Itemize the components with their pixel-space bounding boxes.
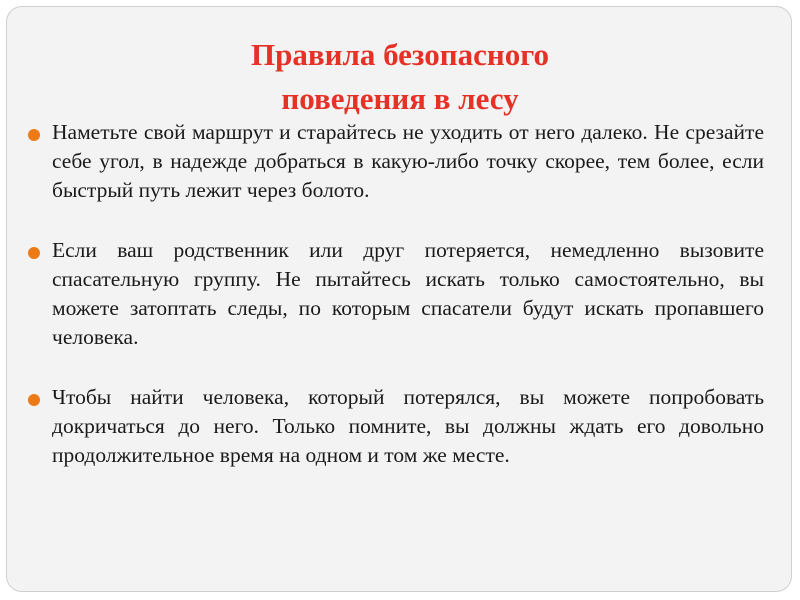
rule-item	[24, 383, 764, 470]
rule-text: Чтобы найти человека, который потерялся, вы можете попробовать докричаться до него. Только помните, вы должны ждать его довольно продолжительное время на одном и том же месте.	[52, 385, 764, 467]
rule-item	[24, 118, 764, 205]
slide-title-line-2: поведения в лесу	[281, 80, 519, 116]
rule-text: Наметьте свой маршрут и старайтесь не уходить от него далеко. Не срезайте себе угол, в надежде добраться в какую-либо точку скорее, тем более, если быстрый путь лежит через болото.	[52, 120, 764, 202]
rule-text: Если ваш родственник или друг потеряется, немедленно вызовите спасательную группу. Не пытайтесь искать только самостоятельно, вы можете затоптать следы, по которым спасатели будут искать пропавшего человека.	[52, 238, 764, 349]
slide-title	[0, 33, 800, 121]
rules-list	[24, 118, 764, 501]
bullet-icon	[28, 394, 40, 406]
bullet-icon	[28, 129, 40, 141]
slide-title-line-1: Правила безопасного	[250, 36, 549, 72]
bullet-icon	[28, 247, 40, 259]
rule-item	[24, 236, 764, 352]
